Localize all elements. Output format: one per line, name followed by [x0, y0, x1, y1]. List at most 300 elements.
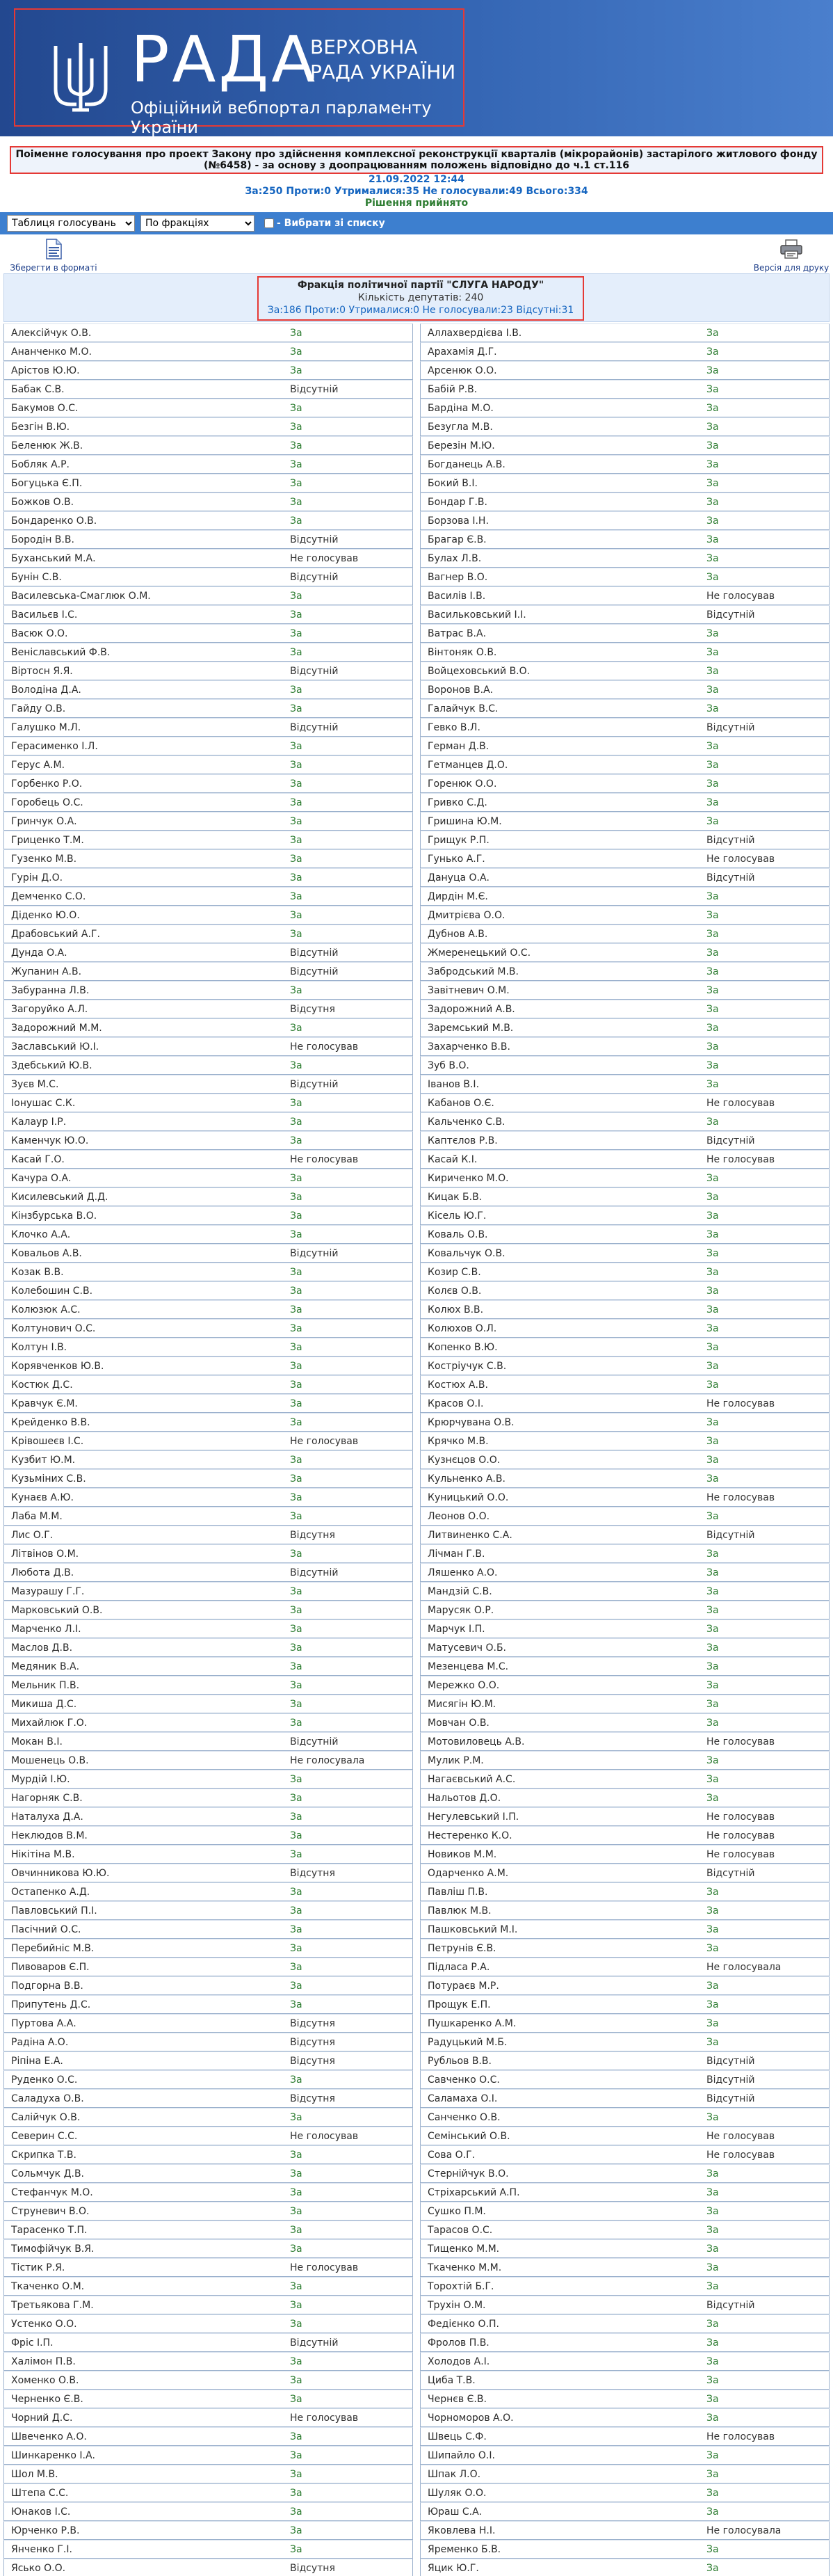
deputy-name: Швець С.Ф. — [428, 2431, 487, 2442]
deputy-row — [420, 1488, 830, 1507]
deputy-row — [420, 2408, 830, 2427]
deputy-row — [3, 2108, 413, 2127]
deputy-name: Герман Д.В. — [428, 740, 490, 752]
deputy-vote-result: За — [706, 1059, 719, 1071]
deputy-row — [420, 1920, 830, 1939]
deputy-vote-result: За — [290, 1604, 302, 1616]
deputy-name: Руденко О.С. — [11, 2074, 78, 2086]
print-version-label: Версія для друку — [753, 263, 830, 273]
deputy-vote-result: За — [706, 1754, 719, 1766]
trident-icon — [51, 40, 110, 117]
site-title-line1: ВЕРХОВНА — [310, 35, 418, 58]
deputy-vote-result: За — [706, 1999, 719, 2010]
export-tools — [0, 234, 833, 273]
deputy-name: Тарасенко Т.П. — [11, 2224, 88, 2236]
deputy-name: Дунда О.А. — [11, 947, 67, 959]
deputy-vote-result: За — [290, 2280, 302, 2292]
deputy-name: Матусевич О.Б. — [428, 1642, 507, 1654]
deputy-name: Заславський Ю.І. — [11, 1041, 99, 1053]
deputy-row — [3, 1469, 413, 1488]
deputy-row — [3, 530, 413, 549]
deputy-name: Юраш С.А. — [428, 2506, 483, 2518]
deputy-row — [3, 2483, 413, 2502]
deputy-name: Халімон П.В. — [11, 2355, 76, 2367]
deputy-name: Веніславський Ф.В. — [11, 646, 111, 658]
deputy-name: Касай Г.О. — [11, 1153, 65, 1165]
deputy-row — [420, 2089, 830, 2108]
deputy-row — [3, 511, 413, 530]
deputy-name: Лаба М.М. — [11, 1510, 63, 1522]
deputy-vote-result: За — [290, 1717, 302, 1729]
deputy-row — [420, 549, 830, 568]
deputy-vote-result: За — [706, 552, 719, 564]
deputy-row — [420, 1281, 830, 1300]
vote-title: Поіменне голосування про проект Закону про здійснення комплексної реконструкції кварталів (мікрорайонів) застарілого житлового фонду (№6458) - за основу з доопрацюванням положень відповідно до ч.1 ст.116 — [10, 146, 823, 174]
deputy-vote-result: За — [290, 1454, 302, 1466]
deputy-vote-result: За — [290, 2111, 302, 2123]
deputy-vote-result: За — [706, 2186, 719, 2198]
deputy-name: Кузьміних С.В. — [11, 1473, 86, 1485]
deputy-row — [420, 1958, 830, 1976]
deputy-name: Семінський О.В. — [428, 2130, 510, 2142]
deputy-name: Зуб В.О. — [428, 1059, 469, 1071]
printer-icon — [779, 239, 803, 259]
deputy-name: Драбовський А.Г. — [11, 928, 100, 940]
deputy-row — [420, 1864, 830, 1882]
deputy-row — [420, 1018, 830, 1037]
deputy-name: Гривко С.Д. — [428, 797, 487, 808]
deputy-row — [420, 1150, 830, 1169]
deputy-row — [3, 2333, 413, 2352]
deputy-row — [3, 737, 413, 755]
deputy-vote-result: За — [706, 1792, 719, 1804]
deputy-name: Герус А.М. — [11, 759, 65, 771]
deputy-row — [420, 1225, 830, 1244]
deputy-row — [3, 1244, 413, 1263]
deputy-row — [420, 1751, 830, 1770]
deputy-row — [3, 2540, 413, 2559]
deputy-name: Наталуха Д.А. — [11, 1811, 83, 1823]
deputy-vote-result: Не голосував — [706, 2130, 775, 2142]
deputy-row — [3, 2202, 413, 2221]
deputy-name: Безгін В.Ю. — [11, 421, 70, 433]
deputy-row — [3, 2070, 413, 2089]
deputy-vote-result: За — [706, 1923, 719, 1935]
deputy-row — [3, 2145, 413, 2164]
deputy-row — [420, 2352, 830, 2371]
deputy-name: Саламаха О.І. — [428, 2093, 498, 2104]
deputy-name: Яременко Б.В. — [428, 2543, 501, 2555]
deputy-row — [3, 1112, 413, 1131]
deputy-vote-result: За — [706, 1172, 719, 1184]
deputy-row — [3, 361, 413, 380]
deputy-name: Загоруйко А.Л. — [11, 1003, 88, 1015]
deputy-row — [420, 2540, 830, 2559]
deputy-name: Галайчук В.С. — [428, 703, 499, 714]
deputy-name: Нагорняк С.В. — [11, 1792, 83, 1804]
deputy-vote-result: Не голосував — [706, 590, 775, 602]
deputy-name: Мотовиловець А.В. — [428, 1736, 525, 1747]
deputy-vote-result: За — [706, 1548, 719, 1560]
deputy-row — [3, 1300, 413, 1319]
select-from-list-toggle[interactable] — [264, 218, 385, 229]
deputy-name: Гриценко Т.М. — [11, 834, 84, 846]
deputy-name: Сова О.Г. — [428, 2149, 476, 2161]
deputy-name: Куницький О.О. — [428, 1491, 509, 1503]
deputy-vote-result: За — [290, 609, 302, 621]
deputy-vote-result: За — [706, 1567, 719, 1578]
deputy-row — [420, 586, 830, 605]
deputy-name: Микиша Д.С. — [11, 1698, 77, 1710]
deputy-row — [3, 2521, 413, 2540]
deputy-vote-result: За — [706, 740, 719, 752]
deputy-vote-result: За — [290, 1304, 302, 1315]
deputy-name: Богданець А.В. — [428, 458, 506, 470]
deputy-row — [3, 1732, 413, 1751]
deputy-row — [3, 2164, 413, 2183]
deputy-name: Сушко П.М. — [428, 2205, 486, 2217]
deputy-row — [3, 417, 413, 436]
deputy-name: Жмеренецький О.С. — [428, 947, 531, 959]
deputy-name: Мельник П.В. — [11, 1679, 80, 1691]
deputy-vote-result: За — [290, 327, 302, 339]
deputy-vote-result: Відсутня — [290, 1529, 335, 1541]
deputy-name: Нікітіна М.В. — [11, 1848, 75, 1860]
deputy-name: Шинкаренко І.А. — [11, 2449, 95, 2461]
deputy-vote-result: Відсутній — [290, 1736, 339, 1747]
deputy-vote-result: За — [706, 966, 719, 977]
deputy-name: Беленюк Ж.В. — [11, 440, 83, 451]
deputy-name: Колюх В.В. — [428, 1304, 484, 1315]
deputy-name: Фролов П.В. — [428, 2337, 490, 2349]
deputy-name: Герасименко І.Л. — [11, 740, 98, 752]
deputy-vote-result: Відсутня — [290, 2017, 335, 2029]
deputy-row — [420, 643, 830, 662]
deputy-vote-result: За — [706, 2562, 719, 2574]
deputy-name: Березін М.Ю. — [428, 440, 495, 451]
deputy-row — [420, 1206, 830, 1225]
deputy-name: Струневич В.О. — [11, 2205, 90, 2217]
deputy-row — [420, 1845, 830, 1864]
deputy-name: Борзова І.Н. — [428, 515, 489, 527]
deputy-row — [420, 2202, 830, 2221]
deputy-vote-result: За — [706, 571, 719, 583]
deputy-name: Гурін Д.О. — [11, 872, 63, 883]
deputy-row — [420, 755, 830, 774]
logo-wordmark: РАДА — [131, 22, 318, 97]
deputy-name: Кульненко А.В. — [428, 1473, 506, 1485]
deputy-row — [420, 2051, 830, 2070]
deputy-vote-result: Відсутній — [290, 721, 339, 733]
deputy-name: Заремський М.В. — [428, 1022, 514, 1034]
deputy-name: Вагнер В.О. — [428, 571, 488, 583]
deputy-name: Ясько О.О. — [11, 2562, 66, 2574]
deputy-vote-result: Відсутній — [706, 721, 755, 733]
deputy-row — [420, 624, 830, 643]
deputy-row — [420, 342, 830, 361]
site-title — [310, 35, 455, 85]
deputy-vote-result: Відсутня — [290, 2562, 335, 2574]
deputy-vote-result: За — [706, 928, 719, 940]
deputy-row — [420, 1939, 830, 1958]
deputy-row — [3, 1281, 413, 1300]
deputy-row — [3, 323, 413, 342]
deputy-name: Пивоваров Є.П. — [11, 1961, 90, 1973]
deputy-row — [420, 1187, 830, 1206]
deputy-vote-result: Відсутній — [290, 665, 339, 677]
deputy-name: Нальотов Д.О. — [428, 1792, 501, 1804]
deputy-row — [3, 2427, 413, 2446]
deputy-vote-result: За — [290, 2074, 302, 2086]
deputy-row — [420, 1131, 830, 1150]
deputy-vote-result: За — [290, 1059, 302, 1071]
deputy-vote-result: За — [706, 1022, 719, 1034]
deputy-name: Ковальчук О.В. — [428, 1247, 506, 1259]
deputy-name: Бакумов О.С. — [11, 402, 79, 414]
deputy-vote-result: За — [706, 2468, 719, 2480]
select-from-list-checkbox[interactable] — [264, 218, 274, 228]
deputy-row — [3, 925, 413, 943]
deputy-name: Марчук І.П. — [428, 1623, 485, 1635]
deputy-row — [3, 1751, 413, 1770]
deputy-vote-result: За — [706, 458, 719, 470]
deputy-vote-result: За — [706, 2506, 719, 2518]
deputy-name: Нагаєвський А.С. — [428, 1773, 516, 1785]
deputy-vote-result: За — [706, 440, 719, 451]
deputy-vote-result: Не голосував — [706, 1491, 775, 1503]
deputy-vote-result: За — [706, 1116, 719, 1128]
site-header — [0, 0, 833, 136]
deputy-row — [420, 455, 830, 474]
deputy-vote-result: Відсутня — [290, 2055, 335, 2067]
deputy-name: Санченко О.В. — [428, 2111, 501, 2123]
deputy-row — [3, 1206, 413, 1225]
deputy-vote-result: Не голосував — [706, 1398, 775, 1409]
deputy-vote-result: Відсутній — [290, 2337, 339, 2349]
deputy-vote-result: За — [706, 1942, 719, 1954]
deputy-row — [3, 2314, 413, 2333]
deputy-row — [3, 1056, 413, 1075]
deputy-vote-result: За — [290, 496, 302, 508]
deputy-vote-result: За — [706, 909, 719, 921]
deputy-row — [420, 1789, 830, 1807]
deputy-vote-result: За — [706, 665, 719, 677]
deputy-vote-result: За — [706, 1304, 719, 1315]
deputy-name: Діденко Ю.О. — [11, 909, 80, 921]
deputy-name: Леонов О.О. — [428, 1510, 490, 1522]
deputy-name: Припутень Д.С. — [11, 1999, 91, 2010]
deputy-name: Здебський Ю.В. — [11, 1059, 92, 1071]
deputy-row — [420, 1112, 830, 1131]
deputy-vote-result: За — [290, 477, 302, 489]
deputy-vote-result: За — [290, 440, 302, 451]
logo-link[interactable] — [14, 8, 464, 137]
deputy-name: Мошенець О.В. — [11, 1754, 89, 1766]
deputy-vote-result: Не голосував — [290, 1435, 359, 1447]
deputy-row — [3, 1413, 413, 1432]
deputy-vote-result: Не голосувала — [706, 1961, 782, 1973]
deputy-row — [3, 812, 413, 831]
deputy-vote-result: За — [290, 1792, 302, 1804]
deputy-name: Горбенко Р.О. — [11, 778, 83, 790]
deputy-row — [420, 1169, 830, 1187]
deputy-name: Василів І.В. — [428, 590, 486, 602]
deputy-row — [420, 2183, 830, 2202]
deputy-row — [3, 1094, 413, 1112]
deputy-vote-result: За — [706, 684, 719, 696]
deputy-row — [3, 2352, 413, 2371]
deputy-vote-result: За — [706, 759, 719, 771]
deputy-name: Каменчук Ю.О. — [11, 1135, 89, 1146]
deputy-vote-result: За — [290, 346, 302, 358]
deputy-name: Петрунів Є.В. — [428, 1942, 496, 1954]
deputy-row — [3, 643, 413, 662]
deputy-row — [3, 2390, 413, 2408]
deputy-row — [420, 1000, 830, 1018]
deputy-vote-result: За — [290, 1229, 302, 1240]
deputy-row — [420, 2258, 830, 2277]
deputy-name: Салійчук О.В. — [11, 2111, 81, 2123]
deputy-vote-result: За — [290, 1191, 302, 1203]
deputy-row — [3, 868, 413, 887]
deputy-name: Потураєв М.Р. — [428, 1980, 499, 1992]
deputy-row — [3, 1901, 413, 1920]
deputy-name: Безугла М.В. — [428, 421, 493, 433]
deputy-row — [3, 2033, 413, 2051]
deputy-name: Стернійчук В.О. — [428, 2168, 509, 2179]
deputy-name: Горобець О.С. — [11, 797, 83, 808]
deputy-row — [420, 1582, 830, 1601]
deputy-vote-result: За — [290, 2449, 302, 2461]
deputy-vote-result: За — [706, 1717, 719, 1729]
deputy-name: Арістов Ю.Ю. — [11, 365, 80, 376]
deputy-name: Юрченко Р.В. — [11, 2525, 80, 2536]
deputy-row — [420, 2108, 830, 2127]
deputy-vote-result: Відсутній — [706, 2299, 755, 2311]
deputy-row — [420, 2371, 830, 2390]
deputy-name: Захарченко В.В. — [428, 1041, 510, 1053]
deputy-row — [3, 2239, 413, 2258]
deputy-vote-result: За — [706, 1229, 719, 1240]
deputy-name: Завітневич О.М. — [428, 984, 510, 996]
deputy-vote-result: За — [290, 2543, 302, 2555]
deputy-name: Лис О.Г. — [11, 1529, 54, 1541]
deputy-row — [3, 586, 413, 605]
deputy-name: Пасічний О.С. — [11, 1923, 81, 1935]
deputy-name: Качура О.А. — [11, 1172, 72, 1184]
deputy-name: Тістик Р.Я. — [11, 2262, 65, 2273]
deputy-row — [3, 455, 413, 474]
deputy-vote-result: За — [706, 383, 719, 395]
deputy-row — [3, 1713, 413, 1732]
deputy-vote-result: Відсутній — [706, 1867, 755, 1879]
deputy-row — [3, 399, 413, 417]
print-version-link[interactable] — [750, 239, 833, 273]
deputy-vote-result: За — [706, 421, 719, 433]
deputy-vote-result: За — [706, 1698, 719, 1710]
deputy-vote-result: За — [706, 1623, 719, 1635]
deputy-name: Бородін В.В. — [11, 534, 74, 545]
deputy-row — [3, 981, 413, 1000]
deputy-vote-result: Не голосував — [706, 1153, 775, 1165]
deputy-vote-result: За — [290, 646, 302, 658]
deputy-vote-result: За — [290, 2205, 302, 2217]
deputy-row — [420, 1826, 830, 1845]
deputy-vote-result: За — [706, 890, 719, 902]
deputy-vote-result: За — [706, 365, 719, 376]
deputy-vote-result: За — [706, 815, 719, 827]
deputy-row — [3, 1507, 413, 1526]
deputy-name: Марусяк О.Р. — [428, 1604, 494, 1616]
deputy-row — [3, 1263, 413, 1281]
deputy-vote-result: Не голосував — [706, 1097, 775, 1109]
deputy-row — [420, 2127, 830, 2145]
deputy-row — [420, 2333, 830, 2352]
deputy-vote-result: За — [706, 1379, 719, 1391]
deputy-row — [3, 436, 413, 455]
deputy-row — [3, 906, 413, 925]
deputy-vote-result: За — [706, 1886, 719, 1898]
deputy-name: Кісель Ю.Г. — [428, 1210, 487, 1222]
deputy-row — [3, 2258, 413, 2277]
deputy-name: Швеченко А.О. — [11, 2431, 87, 2442]
vote-datetime: 21.09.2022 12:44 — [368, 174, 464, 185]
deputy-row — [3, 2446, 413, 2465]
deputy-name: Кравчук Є.М. — [11, 1398, 78, 1409]
deputy-vote-result: За — [706, 1285, 719, 1297]
deputy-vote-result: Відсутній — [706, 609, 755, 621]
group-select[interactable] — [140, 215, 254, 232]
deputy-row — [420, 737, 830, 755]
deputy-name: Михайлюк Г.О. — [11, 1717, 88, 1729]
deputy-vote-result: За — [290, 909, 302, 921]
deputy-name: Негулевський І.П. — [428, 1811, 519, 1823]
deputy-row — [3, 831, 413, 849]
deputy-vote-result: Не голосував — [706, 1811, 775, 1823]
deputy-vote-result: Відсутній — [290, 534, 339, 545]
deputy-name: Арсенюк О.О. — [428, 365, 497, 376]
deputy-vote-result: Відсутній — [706, 2055, 755, 2067]
deputy-row — [3, 1882, 413, 1901]
deputy-row — [3, 1357, 413, 1375]
deputy-name: Дануца О.А. — [428, 872, 490, 883]
deputy-vote-result: За — [706, 778, 719, 790]
deputy-name: Кінзбурська В.О. — [11, 1210, 97, 1222]
deputy-name: Литвиненко С.А. — [428, 1529, 512, 1541]
deputy-name: Костюк Д.С. — [11, 1379, 73, 1391]
deputy-vote-result: Відсутній — [290, 571, 339, 583]
deputy-vote-result: За — [290, 627, 302, 639]
deputy-row — [420, 906, 830, 925]
deputy-vote-result: Не голосував — [290, 1041, 359, 1053]
deputy-row — [420, 1263, 830, 1281]
deputy-name: Булах Л.В. — [428, 552, 482, 564]
deputy-name: Кириченко М.О. — [428, 1172, 509, 1184]
deputy-vote-result: За — [290, 890, 302, 902]
deputy-vote-result: Відсутній — [706, 1135, 755, 1146]
deputy-name: Нестеренко К.О. — [428, 1830, 512, 1841]
deputy-vote-result: За — [290, 1773, 302, 1785]
deputy-name: Неклюдов В.М. — [11, 1830, 88, 1841]
deputy-vote-result: За — [290, 1322, 302, 1334]
deputy-row — [420, 399, 830, 417]
deputy-name: Гайду О.В. — [11, 703, 66, 714]
deputy-row — [420, 1695, 830, 1713]
deputy-vote-result: За — [290, 2186, 302, 2198]
view-select[interactable] — [7, 215, 135, 232]
deputy-row — [3, 2559, 413, 2576]
deputy-row — [420, 887, 830, 906]
